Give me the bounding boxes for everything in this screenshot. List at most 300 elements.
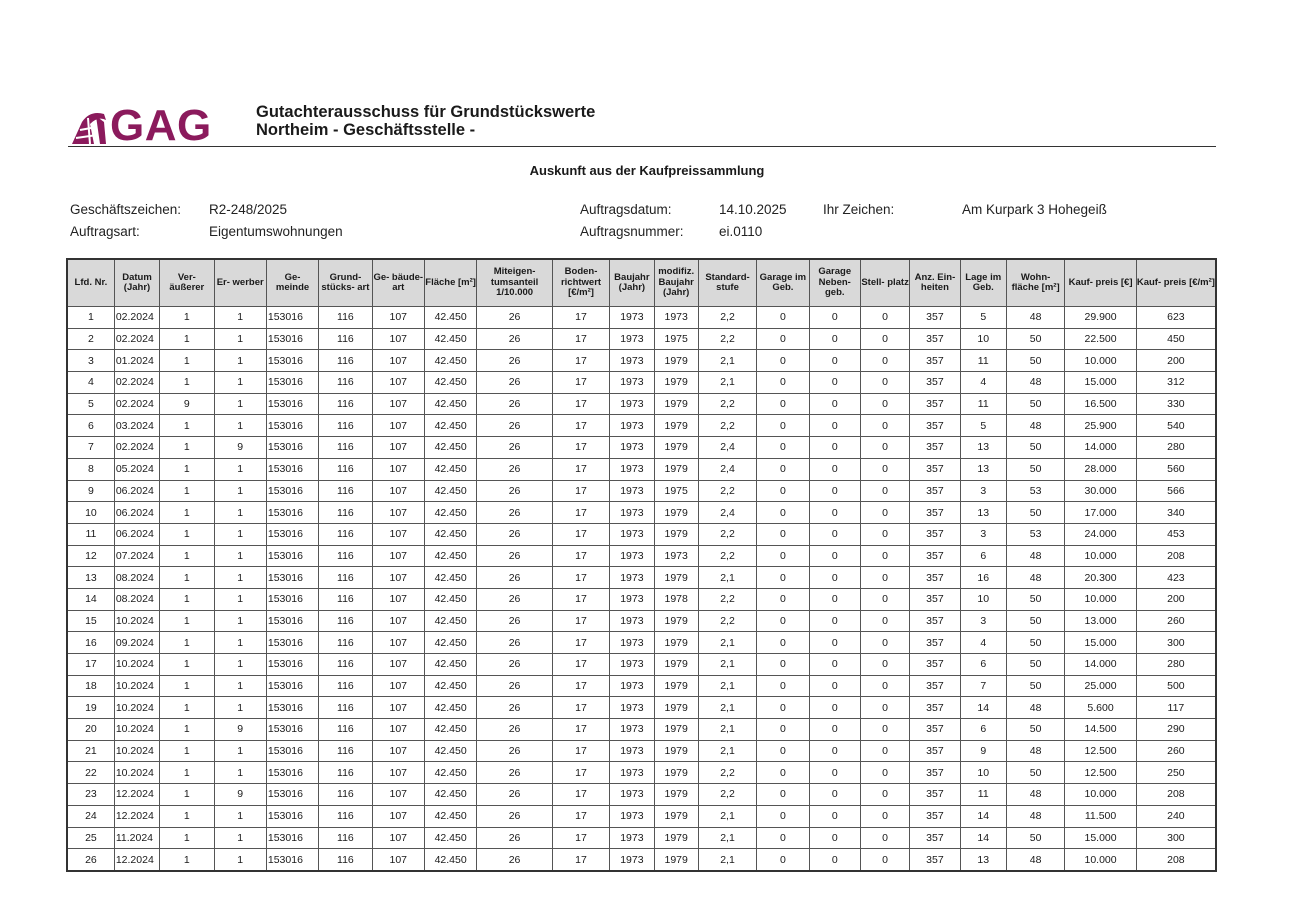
table-cell: 1: [214, 523, 266, 545]
table-cell: 1979: [654, 827, 698, 849]
table-cell: 153016: [266, 545, 318, 567]
table-cell: 9: [214, 437, 266, 459]
table-cell: 116: [319, 502, 372, 524]
table-cell: 1: [214, 827, 266, 849]
table-cell: 26: [477, 610, 553, 632]
table-cell: 1: [160, 307, 214, 329]
table-cell: 357: [910, 480, 960, 502]
table-cell: 24: [67, 805, 114, 827]
table-cell: 42.450: [424, 784, 476, 806]
table-cell: 0: [809, 849, 860, 871]
table-cell: 107: [372, 805, 424, 827]
table-cell: 330: [1136, 393, 1216, 415]
table-cell: 107: [372, 328, 424, 350]
table-cell: 09.2024: [114, 632, 159, 654]
table-cell: 48: [1006, 849, 1064, 871]
table-cell: 0: [809, 458, 860, 480]
table-cell: 1973: [610, 654, 654, 676]
table-cell: 1: [214, 393, 266, 415]
table-cell: 116: [319, 437, 372, 459]
table-cell: 153016: [266, 523, 318, 545]
table-cell: 2,2: [698, 588, 756, 610]
table-cell: 116: [319, 719, 372, 741]
table-cell: 107: [372, 762, 424, 784]
table-cell: 42.450: [424, 350, 476, 372]
table-cell: 10: [67, 502, 114, 524]
table-cell: 1: [214, 307, 266, 329]
table-cell: 153016: [266, 719, 318, 741]
table-cell: 153016: [266, 588, 318, 610]
table-cell: 0: [757, 740, 809, 762]
table-cell: 1: [214, 805, 266, 827]
table-cell: 1975: [654, 328, 698, 350]
table-cell: 50: [1006, 610, 1064, 632]
table-cell: 0: [757, 762, 809, 784]
table-cell: 107: [372, 632, 424, 654]
table-row: [67, 610, 1216, 632]
table-cell: 1: [160, 762, 214, 784]
table-cell: 0: [860, 849, 909, 871]
table-cell: 153016: [266, 632, 318, 654]
table-cell: 15: [67, 610, 114, 632]
table-cell: 0: [860, 393, 909, 415]
table-cell: 357: [910, 740, 960, 762]
table-cell: 2,2: [698, 393, 756, 415]
table-cell: 17: [552, 328, 609, 350]
table-cell: 3: [67, 350, 114, 372]
table-cell: 1973: [610, 437, 654, 459]
table-cell: 153016: [266, 654, 318, 676]
table-cell: 1979: [654, 523, 698, 545]
table-cell: 2,1: [698, 719, 756, 741]
table-cell: 1: [160, 567, 214, 589]
table-cell: 1: [160, 350, 214, 372]
table-cell: 1979: [654, 458, 698, 480]
table-cell: 42.450: [424, 567, 476, 589]
table-cell: 116: [319, 588, 372, 610]
table-cell: 107: [372, 372, 424, 394]
table-cell: 42.450: [424, 675, 476, 697]
table-cell: 26: [477, 632, 553, 654]
table-cell: 26: [477, 740, 553, 762]
table-cell: 500: [1136, 675, 1216, 697]
letterhead: [68, 100, 1216, 150]
column-header: Kauf- preis [€]: [1065, 259, 1136, 307]
table-cell: 0: [860, 610, 909, 632]
table-cell: 280: [1136, 654, 1216, 676]
table-cell: 03.2024: [114, 415, 159, 437]
table-row: [67, 567, 1216, 589]
table-cell: 1: [160, 372, 214, 394]
ihr-zeichen-label: Ihr Zeichen:: [823, 202, 895, 217]
table-cell: 107: [372, 827, 424, 849]
table-cell: 10.000: [1065, 849, 1136, 871]
table-cell: 208: [1136, 545, 1216, 567]
table-cell: 107: [372, 784, 424, 806]
table-cell: 1979: [654, 372, 698, 394]
table-cell: 0: [809, 675, 860, 697]
auftragsdatum-value: 14.10.2025: [719, 202, 787, 217]
table-cell: 12.500: [1065, 762, 1136, 784]
table-cell: 01.2024: [114, 350, 159, 372]
table-cell: 0: [809, 740, 860, 762]
table-cell: 0: [757, 588, 809, 610]
table-cell: 1973: [610, 307, 654, 329]
table-cell: 26: [477, 719, 553, 741]
table-cell: 0: [757, 675, 809, 697]
auftragsnummer-label: Auftragsnummer:: [580, 224, 684, 239]
table-cell: 153016: [266, 480, 318, 502]
table-cell: 357: [910, 437, 960, 459]
column-header: Garage im Geb.: [757, 259, 809, 307]
table-cell: 107: [372, 849, 424, 871]
table-cell: 357: [910, 328, 960, 350]
table-cell: 14: [960, 697, 1006, 719]
table-cell: 0: [809, 719, 860, 741]
table-cell: 17: [552, 675, 609, 697]
table-cell: 1973: [610, 545, 654, 567]
table-cell: 10.2024: [114, 697, 159, 719]
table-cell: 9: [214, 719, 266, 741]
table-cell: 10: [960, 328, 1006, 350]
table-cell: 0: [757, 849, 809, 871]
table-cell: 0: [860, 350, 909, 372]
table-cell: 3: [960, 480, 1006, 502]
table-cell: 26: [477, 849, 553, 871]
table-cell: 42.450: [424, 372, 476, 394]
table-cell: 1: [214, 654, 266, 676]
table-cell: 42.450: [424, 588, 476, 610]
table-cell: 312: [1136, 372, 1216, 394]
table-cell: 1973: [610, 458, 654, 480]
table-cell: 13: [960, 849, 1006, 871]
table-cell: 0: [757, 480, 809, 502]
table-row: [67, 415, 1216, 437]
table-cell: 1973: [610, 502, 654, 524]
table-cell: 42.450: [424, 523, 476, 545]
table-cell: 107: [372, 458, 424, 480]
table-cell: 17: [552, 827, 609, 849]
table-cell: 153016: [266, 697, 318, 719]
table-cell: 0: [757, 437, 809, 459]
table-cell: 1979: [654, 762, 698, 784]
table-cell: 450: [1136, 328, 1216, 350]
table-cell: 17: [552, 632, 609, 654]
table-cell: 357: [910, 415, 960, 437]
table-cell: 42.450: [424, 632, 476, 654]
table-cell: 0: [757, 654, 809, 676]
table-row: [67, 697, 1216, 719]
table-cell: 08.2024: [114, 588, 159, 610]
table-cell: 1: [160, 849, 214, 871]
table-cell: 42.450: [424, 849, 476, 871]
table-cell: 116: [319, 523, 372, 545]
table-cell: 42.450: [424, 697, 476, 719]
table-cell: 357: [910, 805, 960, 827]
column-header: Er- werber: [214, 259, 266, 307]
table-header-row: [67, 259, 1216, 307]
column-header: Standard- stufe: [698, 259, 756, 307]
column-header: Grund- stücks- art: [319, 259, 372, 307]
table-cell: 2,4: [698, 502, 756, 524]
table-cell: 1973: [610, 415, 654, 437]
table-cell: 9: [160, 393, 214, 415]
table-cell: 2,2: [698, 610, 756, 632]
table-cell: 50: [1006, 654, 1064, 676]
table-cell: 2,2: [698, 480, 756, 502]
table-cell: 1979: [654, 740, 698, 762]
table-cell: 357: [910, 719, 960, 741]
table-cell: 26: [477, 523, 553, 545]
table-cell: 4: [960, 632, 1006, 654]
table-cell: 42.450: [424, 502, 476, 524]
table-cell: 3: [960, 610, 1006, 632]
table-cell: 08.2024: [114, 567, 159, 589]
table-cell: 1973: [610, 784, 654, 806]
table-cell: 15.000: [1065, 827, 1136, 849]
table-cell: 9: [214, 784, 266, 806]
column-header: Garage Neben- geb.: [809, 259, 860, 307]
table-cell: 0: [809, 350, 860, 372]
table-cell: 48: [1006, 545, 1064, 567]
column-header: Anz. Ein- heiten: [910, 259, 960, 307]
table-cell: 1979: [654, 654, 698, 676]
column-header: Miteigen- tumsanteil 1/10.000: [477, 259, 553, 307]
table-cell: 26: [477, 415, 553, 437]
table-cell: 0: [757, 827, 809, 849]
table-cell: 50: [1006, 502, 1064, 524]
table-cell: 357: [910, 372, 960, 394]
table-cell: 22.500: [1065, 328, 1136, 350]
table-cell: 0: [860, 805, 909, 827]
table-cell: 11: [960, 784, 1006, 806]
table-cell: 0: [860, 415, 909, 437]
table-cell: 25: [67, 827, 114, 849]
table-cell: 357: [910, 784, 960, 806]
table-cell: 16: [67, 632, 114, 654]
table-cell: 1: [214, 545, 266, 567]
table-cell: 0: [757, 458, 809, 480]
table-cell: 26: [477, 675, 553, 697]
table-cell: 10.000: [1065, 588, 1136, 610]
table-cell: 17: [552, 654, 609, 676]
table-cell: 26: [477, 372, 553, 394]
table-cell: 357: [910, 502, 960, 524]
table-row: [67, 480, 1216, 502]
table-cell: 1: [160, 827, 214, 849]
table-cell: 17: [552, 480, 609, 502]
table-cell: 153016: [266, 458, 318, 480]
table-cell: 1973: [610, 610, 654, 632]
table-cell: 116: [319, 849, 372, 871]
table-cell: 0: [809, 307, 860, 329]
table-cell: 10.2024: [114, 740, 159, 762]
column-header: Ge- bäude- art: [372, 259, 424, 307]
table-cell: 53: [1006, 523, 1064, 545]
table-row: [67, 827, 1216, 849]
table-cell: 17: [552, 545, 609, 567]
table-cell: 1: [214, 740, 266, 762]
table-cell: 11: [960, 393, 1006, 415]
table-cell: 3: [960, 523, 1006, 545]
table-cell: 50: [1006, 350, 1064, 372]
table-cell: 26: [477, 350, 553, 372]
table-cell: 0: [809, 567, 860, 589]
table-row: [67, 328, 1216, 350]
table-cell: 1973: [654, 307, 698, 329]
table-cell: 11.2024: [114, 827, 159, 849]
table-cell: 0: [757, 719, 809, 741]
table-cell: 0: [860, 502, 909, 524]
table-cell: 2,2: [698, 328, 756, 350]
table-cell: 0: [809, 502, 860, 524]
table-cell: 1: [160, 740, 214, 762]
table-cell: 116: [319, 740, 372, 762]
table-cell: 17: [552, 610, 609, 632]
table-cell: 2,1: [698, 632, 756, 654]
table-cell: 17: [552, 762, 609, 784]
table-cell: 10.000: [1065, 545, 1136, 567]
table-row: [67, 719, 1216, 741]
table-cell: 11: [67, 523, 114, 545]
table-cell: 42.450: [424, 480, 476, 502]
table-cell: 7: [960, 675, 1006, 697]
table-cell: 12.2024: [114, 849, 159, 871]
table-cell: 0: [757, 545, 809, 567]
table-cell: 17: [552, 350, 609, 372]
table-cell: 0: [860, 654, 909, 676]
table-cell: 0: [757, 393, 809, 415]
table-cell: 107: [372, 567, 424, 589]
table-cell: 0: [860, 697, 909, 719]
table-cell: 1: [214, 328, 266, 350]
table-cell: 116: [319, 827, 372, 849]
table-cell: 116: [319, 328, 372, 350]
table-cell: 116: [319, 675, 372, 697]
table-cell: 11: [960, 350, 1006, 372]
table-cell: 357: [910, 610, 960, 632]
table-cell: 1973: [610, 762, 654, 784]
geschaeftszeichen-label: Geschäftszeichen:: [70, 202, 182, 217]
table-cell: 1: [67, 307, 114, 329]
table-cell: 153016: [266, 567, 318, 589]
column-header: Fläche [m²]: [424, 259, 476, 307]
logo-text: GAG: [110, 101, 212, 150]
table-cell: 357: [910, 458, 960, 480]
table-cell: 300: [1136, 632, 1216, 654]
table-cell: 116: [319, 567, 372, 589]
table-cell: 0: [860, 675, 909, 697]
table-cell: 0: [809, 654, 860, 676]
table-row: [67, 588, 1216, 610]
table-cell: 2,1: [698, 697, 756, 719]
table-row: [67, 458, 1216, 480]
table-cell: 153016: [266, 784, 318, 806]
table-cell: 06.2024: [114, 480, 159, 502]
table-cell: 26: [477, 502, 553, 524]
table-cell: 21: [67, 740, 114, 762]
table-cell: 26: [477, 697, 553, 719]
table-cell: 1973: [610, 827, 654, 849]
table-cell: 13: [960, 458, 1006, 480]
table-cell: 1973: [610, 632, 654, 654]
table-cell: 2,2: [698, 523, 756, 545]
table-cell: 0: [809, 762, 860, 784]
table-cell: 107: [372, 393, 424, 415]
table-cell: 16: [960, 567, 1006, 589]
table-cell: 153016: [266, 827, 318, 849]
table-cell: 48: [1006, 805, 1064, 827]
table-cell: 50: [1006, 675, 1064, 697]
table-cell: 6: [960, 545, 1006, 567]
table-cell: 153016: [266, 805, 318, 827]
table-cell: 1973: [610, 740, 654, 762]
table-cell: 48: [1006, 697, 1064, 719]
table-cell: 107: [372, 588, 424, 610]
table-cell: 26: [477, 437, 553, 459]
table-cell: 6: [960, 719, 1006, 741]
table-cell: 1973: [610, 849, 654, 871]
table-cell: 1: [160, 328, 214, 350]
table-cell: 423: [1136, 567, 1216, 589]
table-cell: 1973: [610, 480, 654, 502]
table-cell: 116: [319, 805, 372, 827]
table-cell: 1979: [654, 437, 698, 459]
table-cell: 1: [214, 502, 266, 524]
table-cell: 14.500: [1065, 719, 1136, 741]
table-cell: 280: [1136, 437, 1216, 459]
table-cell: 2,1: [698, 849, 756, 871]
table-cell: 0: [860, 827, 909, 849]
table-cell: 26: [477, 480, 553, 502]
table-cell: 2,2: [698, 762, 756, 784]
table-cell: 10: [960, 762, 1006, 784]
table-cell: 48: [1006, 740, 1064, 762]
table-cell: 5: [960, 415, 1006, 437]
table-cell: 1: [214, 610, 266, 632]
table-cell: 0: [860, 523, 909, 545]
table-cell: 11.500: [1065, 805, 1136, 827]
table-cell: 340: [1136, 502, 1216, 524]
table-cell: 2,1: [698, 675, 756, 697]
table-cell: 357: [910, 350, 960, 372]
table-cell: 153016: [266, 762, 318, 784]
table-cell: 116: [319, 610, 372, 632]
table-cell: 357: [910, 827, 960, 849]
table-cell: 153016: [266, 415, 318, 437]
table-cell: 0: [809, 805, 860, 827]
table-cell: 1973: [610, 675, 654, 697]
table-cell: 107: [372, 654, 424, 676]
table-cell: 29.900: [1065, 307, 1136, 329]
table-cell: 02.2024: [114, 307, 159, 329]
table-cell: 0: [860, 784, 909, 806]
table-cell: 1: [160, 523, 214, 545]
table-cell: 1973: [610, 328, 654, 350]
table-cell: 0: [757, 307, 809, 329]
table-cell: 560: [1136, 458, 1216, 480]
table-cell: 42.450: [424, 328, 476, 350]
table-cell: 357: [910, 849, 960, 871]
table-cell: 208: [1136, 784, 1216, 806]
table-cell: 1: [160, 805, 214, 827]
table-cell: 7: [67, 437, 114, 459]
table-cell: 1973: [610, 372, 654, 394]
table-cell: 453: [1136, 523, 1216, 545]
table-cell: 14: [960, 805, 1006, 827]
table-cell: 1: [160, 784, 214, 806]
table-cell: 1: [160, 588, 214, 610]
